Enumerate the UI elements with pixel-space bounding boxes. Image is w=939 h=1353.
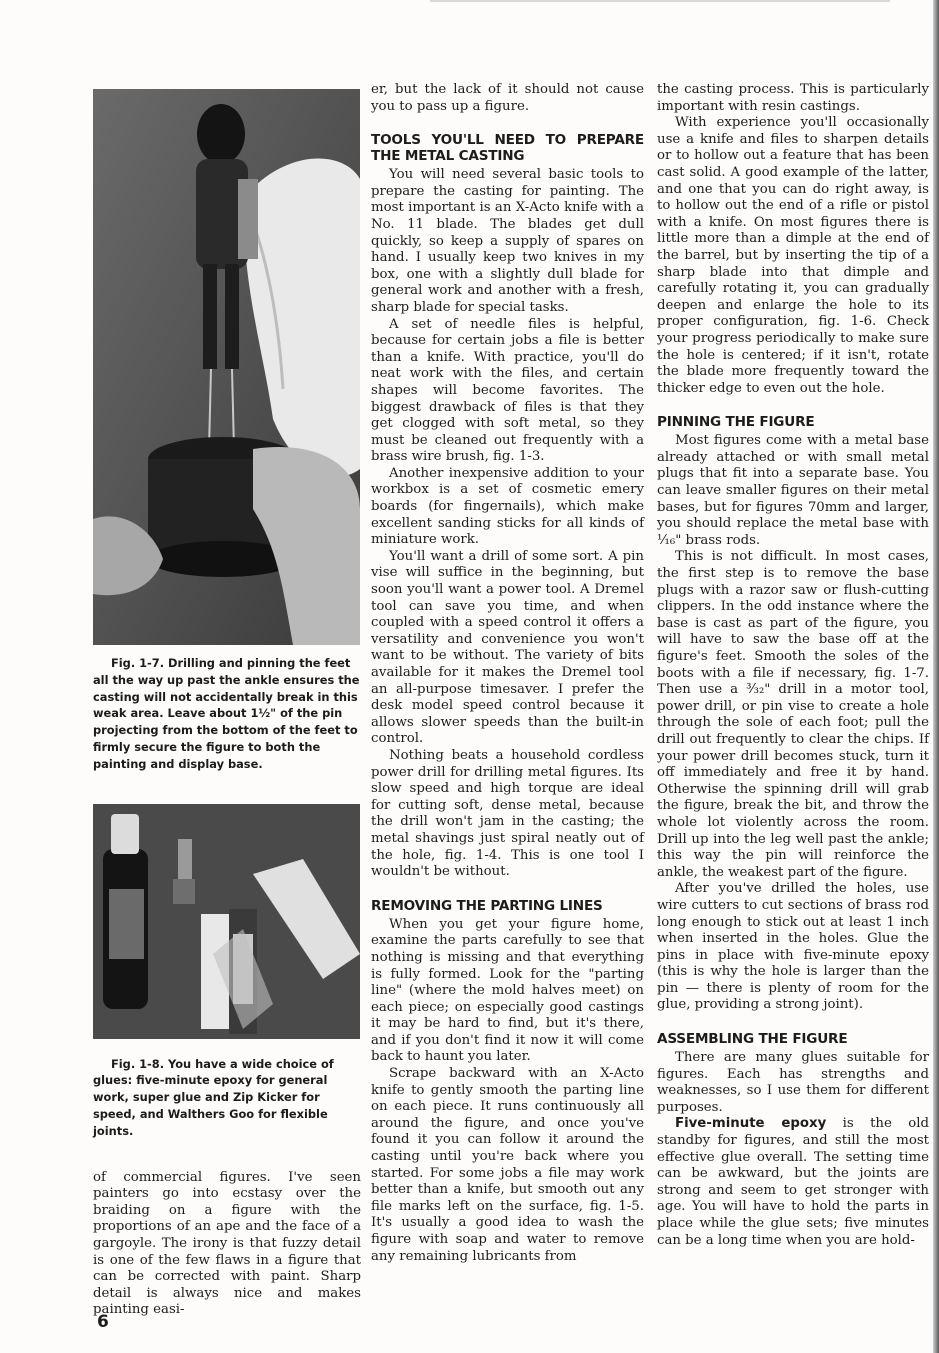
body-paragraph: With experience you'll occasionally use a knife and files to sharpen details or to hollow out a feature that has been cast solid. A good example of the latter, and one that you can do right away, is to hollow out the end of a rifle or pistol with a knife. On most figures there is little more than a dimple at the end of the barrel, but by inserting the tip of a sharp blade into that dimple and carefully rotating it, you can gradually deepen and enlarge the hole to its proper configuration, fig. 1-6. Check your progress periodically to make sure the hole is centered; if it isn't, rotate the blade more frequently toward the thicker edge to even out the hole. <box>657 115 929 396</box>
column-2 <box>371 82 644 1265</box>
body-paragraph: When you get your figure home, examine the parts carefully to see that nothing is missing and that everything is fully formed. Look for the "parting line" (where the mold halves meet) on each piece; on especially good castings it may be hard to find, but it's there, and if you don't find it now it will come back to haunt you later. <box>371 916 644 1065</box>
page-number: 6 <box>97 1312 109 1332</box>
column-1 <box>93 82 361 1319</box>
body-paragraph: Scrape backward with an X-Acto knife to gently smooth the parting line on each piece. It runs continuously all around the figure, and once you've found it you can follow it around the casting until you're back where you started. For some jobs a file may work better than a knife, but smooth out any file marks left on the surface, fig. 1-5. It's usually a good idea to wash the figure with soap and water to remove any remaining lubricants from <box>371 1066 644 1264</box>
body-paragraph: After you've drilled the holes, use wire cutters to cut sections of brass rod long enough to stick out at least 1 inch when inserted in the holes. Glue the pins in place with five-minute epoxy (this is why the hole is larger than the pin — there is plenty of room for the glue, providing a strong joint). <box>657 881 929 1013</box>
figure-1-8-photo <box>93 804 360 1039</box>
body-paragraph: Another inexpensive addition to your workbox is a set of cosmetic emery boards (for fingernails), which make excellent sanding sticks for all kinds of miniature work. <box>371 465 644 548</box>
body-paragraph: A set of needle files is helpful, because for certain jobs a file is better than a knife. With practice, you'll do neat work with the files, and certain shapes will become favorites. The biggest drawback of files is that they get clogged with soft metal, so they must be cleaned out frequently with a brass wire brush, fig. 1-3. <box>371 316 644 465</box>
body-paragraph: There are many glues suitable for figures. Each has strengths and weaknesses, so I use them for different purposes. <box>657 1050 929 1115</box>
bold-lead-term: Five-minute epoxy <box>675 1116 827 1132</box>
body-paragraph: Most figures come with a metal base already attached or with small metal plugs that fit into a separate base. You can leave smaller figures on their metal bases, but for figures 70mm and larger, you should replace the metal base with ¹⁄₁₆" brass rods. <box>657 433 929 548</box>
body-paragraph: You will need several basic tools to prepare the casting for painting. The most important is an X-Acto knife with a No. 11 blade. The blades get dull quickly, so keep a supply of spares on hand. I usually keep two knives in my box, one with a slightly dull blade for general work and another with a fresh, sharp blade for special tasks. <box>371 167 644 315</box>
figure-1-7-caption: Fig. 1-7. Drilling and pinning the feet all the way up past the ankle ensures the casting will not accidentally break in this weak area. Leave about 1½" of the pin projecting from the bottom of the feet to firmly secure the figure to both the painting and display base. <box>93 656 360 771</box>
heading-pinning: PINNING THE FIGURE <box>657 414 815 431</box>
scan-page-edge <box>933 0 939 1353</box>
figure-1-8-caption: Fig. 1-8. You have a wide choice of glues: five-minute epoxy for general work, super glue and Zip Kicker for speed, and Walthers Goo for flexible joints. <box>93 1056 334 1138</box>
body-paragraph: You'll want a drill of some sort. A pin vise will suffice in the beginning, but soon you'll want a power tool. A Dremel tool can save you time, and when coupled with a speed control it offers a versatility and convenience you won't want to be without. The variety of bits available for it makes the Dremel tool an all-purpose timesaver. I prefer the desk model speed control because it allows slower speeds than the built-in control. <box>371 548 644 747</box>
scan-top-line <box>430 0 890 2</box>
body-paragraph: the casting process. This is particularly important with resin castings. <box>657 82 929 114</box>
figure-1-7-photo <box>93 89 360 645</box>
column-3 <box>657 82 929 1249</box>
body-paragraph <box>657 1116 929 1249</box>
body-paragraph: er, but the lack of it should not cause you to pass up a figure. <box>371 82 644 114</box>
heading-tools: TOOLS YOU'LL NEED TO PREPARE THE METAL CASTING <box>371 132 644 165</box>
heading-parting-lines: REMOVING THE PARTING LINES <box>371 897 603 914</box>
glues-photo <box>93 804 360 1039</box>
body-paragraph: This is not difficult. In most cases, the first step is to remove the base plugs with a razor saw or flush-cutting clippers. In the odd instance where the base is cast as part of the figure, you will have to saw the base off at the figure's feet. Smooth the soles of the boots with a file if necessary, fig. 1-7. Then use a ³⁄₃₂" drill in a motor tool, power drill, or pin vise to create a hole through the sole of each foot; pull the drill out frequently to clear the chips. If your power drill becomes stuck, turn it off immediately and free it by hand. Otherwise the spinning drill will grab the figure, break the bit, and throw the whole lot violently across the room. Drill up into the leg well past the ankle; this way the pin will reinforce the ankle, the weakest part of the figure. <box>657 549 929 880</box>
drilling-photo <box>93 89 360 645</box>
body-text: is the old standby for figures, and still the most effective glue overall. The setting time can be awkward, but the joints are strong and seem to get stronger with age. You will have to hold the parts in place while the glue sets; five minutes can be a long time when you are hold- <box>657 1116 929 1248</box>
body-paragraph: of commercial figures. I've seen painters go into ecstasy over the braiding on a figure with the proportions of an ape and the face of a gargoyle. The irony is that fuzzy detail is one of the few flaws in a figure that can be corrected with paint. Sharp detail is always nice and makes painting easi- <box>93 1169 361 1318</box>
body-paragraph: Nothing beats a household cordless power drill for drilling metal figures. Its slow speed and high torque are ideal for cutting soft, dense metal, because the drill won't jam in the casting; the metal shavings just spiral neatly out of the hole, fig. 1-4. This is one tool I wouldn't be without. <box>371 747 644 880</box>
heading-assembling: ASSEMBLING THE FIGURE <box>657 1031 848 1048</box>
